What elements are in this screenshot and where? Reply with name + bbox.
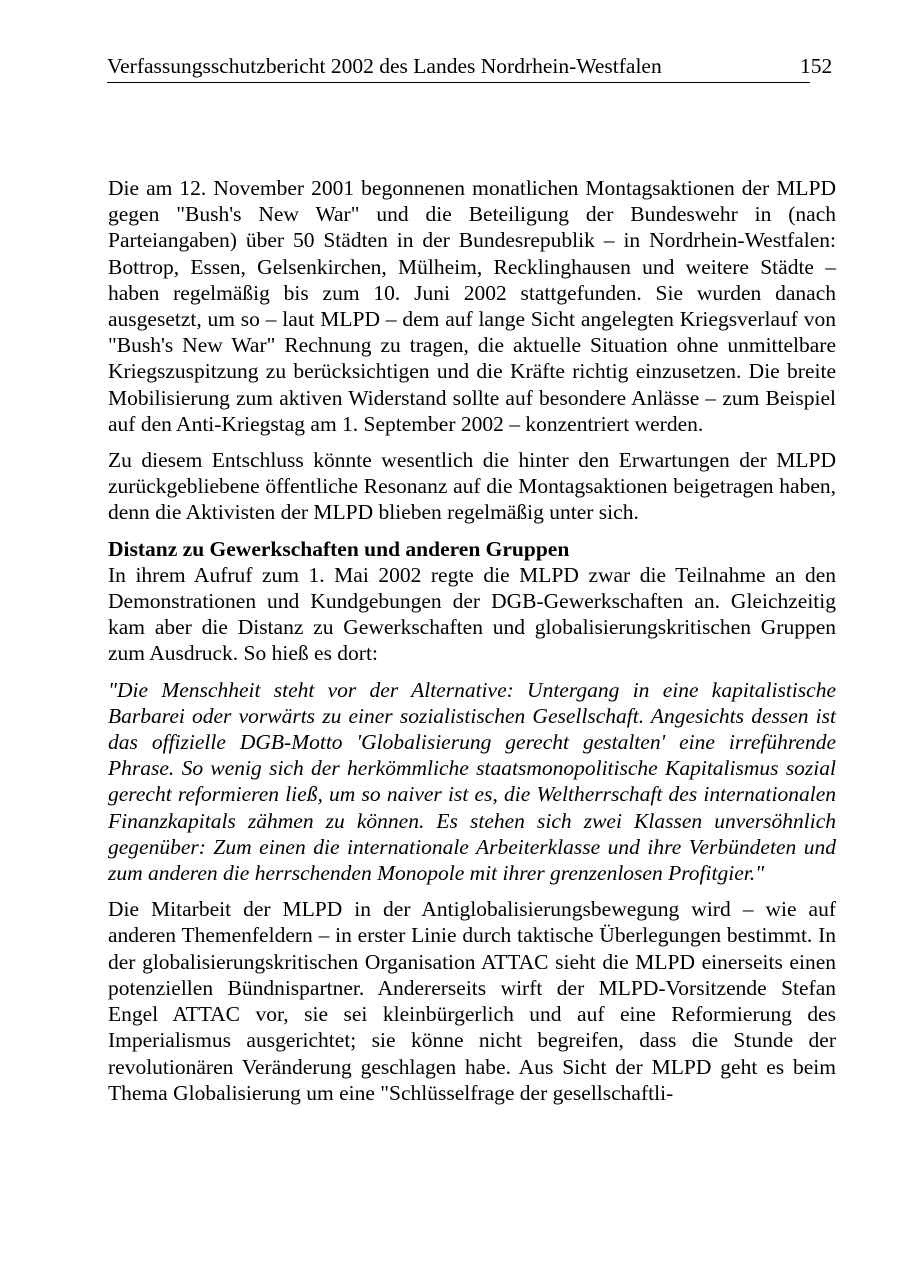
page-body [108,175,836,1116]
paragraph-attac: Die Mitarbeit der MLPD in der Antiglobalisierungsbewegung wird – wie auf anderen Themenfeldern – in erster Linie durch taktische Überlegungen bestimmt. In der globalisierungskritischen Organisation ATTAC sieht die MLPD einerseits einen potenziellen Bündnispartner. Andererseits wirft der MLPD-Vorsitzende Stefan Engel ATTAC vor, sie sei kleinbürgerlich und auf eine Reformierung des Imperialismus ausgerichtet; sie könne nicht begreifen, dass die Stunde der revolutionären Veränderung geschlagen habe. Aus Sicht der MLPD geht es beim Thema Globalisierung um eine "Schlüsselfrage der gesellschaftli- [108,897,836,1105]
header-title: Verfassungsschutzbericht 2002 des Landes Nordrhein-Westfalen [107,54,662,78]
paragraph-montagsaktionen: Die am 12. November 2001 begonnenen monatlichen Montagsaktionen der MLPD gegen "Bush's New War" und die Beteiligung der Bundeswehr in (nach Parteiangaben) über 50 Städten in der Bundesrepublik – in Nordrhein-Westfalen: Bottrop, Essen, Gelsenkirchen, Mülheim, Recklinghausen und weitere Städte – haben regelmäßig bis zum 10. Juni 2002 stattgefunden. Sie wurden danach ausgesetzt, um so – laut MLPD – dem auf lange Sicht angelegten Kriegsverlauf von "Bush's New War" Rechnung zu tragen, die aktuelle Situation ohne unmittelbare Kriegszuspitzung zu berücksichtigen und die Kräfte richtig einzusetzen. Die breite Mobilisierung zum aktiven Widerstand sollte auf besondere Anlässe – zum Beispiel auf den Anti-Kriegstag am 1. September 2002 – konzentriert werden. [108,176,836,436]
paragraph-aufruf: In ihrem Aufruf zum 1. Mai 2002 regte die MLPD zwar die Teilnahme an den Demonstrationen und Kundgebungen der DGB-Gewerkschaften an. Gleichzeitig kam aber die Distanz zu Gewerkschaften und globalisierungskritischen Gruppen zum Ausdruck. So hieß es dort: [108,562,836,666]
paragraph-resonanz: Zu diesem Entschluss könnte wesentlich die hinter den Erwartungen der MLPD zurückgebliebene öffentliche Resonanz auf die Montagsaktionen beigetragen haben, denn die Aktivisten der MLPD blieben regelmäßig unter sich. [108,448,836,525]
block-quote: "Die Menschheit steht vor der Alternative: Untergang in eine kapitalistische Barbarei oder vorwärts zu einer sozialistischen Gesellschaft. Angesichts dessen ist das offizielle DGB-Motto 'Globalisierung gerecht gestalten' eine irreführende Phrase. So wenig sich der herkömmliche staatsmonopolitische Kapitalismus sozial gerecht reformieren ließ, um so naiver ist es, die Weltherrschaft des internationalen Finanzkapitals zähmen zu können. Es stehen sich zwei Klassen unversöhnlich gegenüber: Zum einen die internationale Arbeiterklasse und ihre Verbündeten und zum anderen die herrschenden Monopole mit ihrer grenzenlosen Profitgier." [108,677,836,886]
page-number: 152 [800,54,833,78]
section-heading: Distanz zu Gewerkschaften und anderen Gruppen [108,536,570,561]
page-header [107,50,810,83]
